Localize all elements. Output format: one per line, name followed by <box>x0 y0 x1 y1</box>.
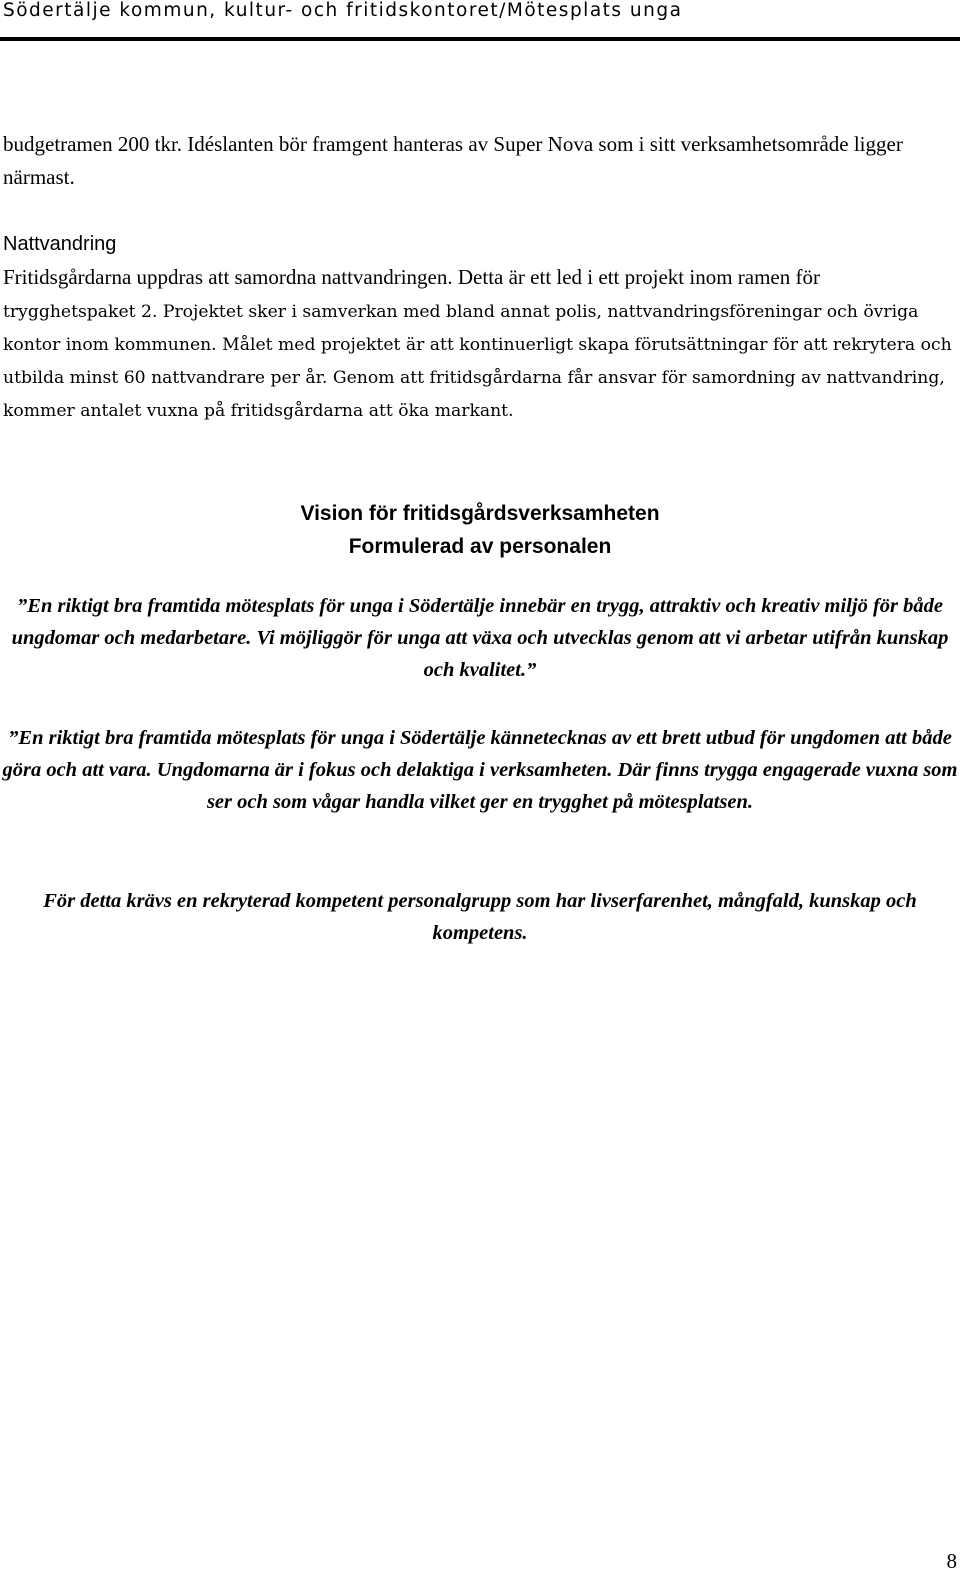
vision-quote-2: ”En riktigt bra framtida mötesplats för unga i Södertälje kännetecknas av ett brett utbud för ungdomen att både göra och att vara. Ungdomarna är i fokus och delaktiga i verksamheten. Där finns trygga engagerade vuxna som ser och som vågar handla vilket ger en trygghet på mötesplatsen. <box>2 727 958 813</box>
page-number: 8 <box>946 1549 957 1573</box>
section-heading-nattvandring: Nattvandring <box>3 233 117 255</box>
vision-title: Vision för fritidsgårdsverksamheten <box>300 502 660 525</box>
page-header: Södertälje kommun, kultur- och fritidskontoret/Mötesplats unga <box>3 0 683 21</box>
paragraph-nattvandring-rest: trygghetspaket 2. Projektet sker i samverkan med bland annat polis, nattvandringsföreningar och övriga kontor inom kommunen. Målet med projektet är att kontinuerligt skapa förutsättningar för att rekrytera och utbilda minst 60 nattvandrare per år. Genom att fritidsgårdarna får ansvar för samordning av nattvandring, kommer antalet vuxna på fritidsgårdarna att öka markant. <box>3 302 952 421</box>
vision-quote-1: ”En riktigt bra framtida mötesplats för unga i Södertälje innebär en trygg, attraktiv och kreativ miljö för både ungdomar och medarbetare. Vi möjliggör för unga att växa och utvecklas genom att vi arbetar utifrån kunskap och kvalitet.” <box>11 595 949 681</box>
paragraph-nattvandring <box>3 261 953 428</box>
vision-requirement: För detta krävs en rekryterad kompetent personalgrupp som har livserfarenhet, mångfald, kunskap och kompetens. <box>43 890 917 944</box>
paragraph-budget: budgetramen 200 tkr. Idéslanten bör framgent hanteras av Super Nova som i sitt verksamhetsområde ligger närmast. <box>3 132 903 189</box>
header-rule <box>0 37 960 41</box>
vision-subtitle: Formulerad av personalen <box>348 535 612 558</box>
paragraph-nattvandring-first-line: Fritidsgårdarna uppdras att samordna nattvandringen. Detta är ett led i ett projekt inom ramen för <box>3 265 820 289</box>
